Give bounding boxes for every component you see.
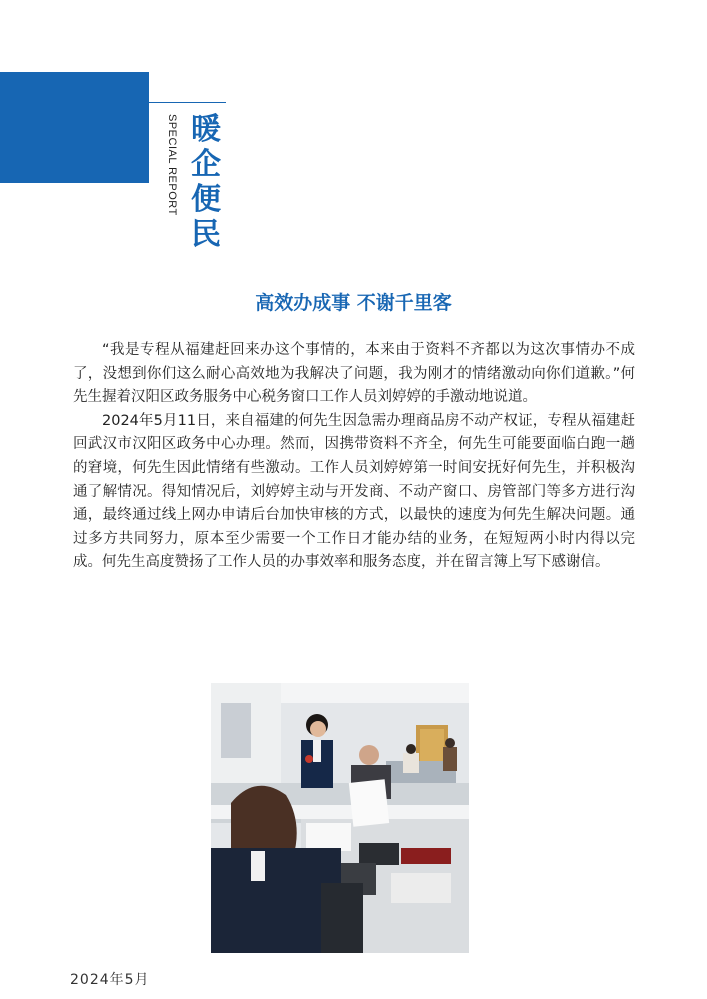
column-title-char: 企: [191, 147, 221, 182]
header-blue-block: [0, 72, 149, 183]
header-rule: [149, 102, 226, 103]
article-paragraph: 2024年5月11日，来自福建的何先生因急需办理商品房不动产权证，专程从福建赶回武汉市汉阳区政务中心办理。然而，因携带资料不齐全，何先生可能要面临白跑一趟的窘境，何先生因此情绪有些激动。工作人员刘婷婷第一时间安抚好何先生，并积极沟通了解情况。得知情况后，刘婷婷主动与开发商、不动产窗口、房管部门等多方进行沟通，最终通过线上网办申请后台加快审核的方式，以最快的速度为何先生解决问题。通过多方共同努力，原本至少需要一个工作日才能办结的业务，在短短两小时内得以完成。何先生高度赞扬了工作人员的办事效率和服务态度，并在留言簿上写下感谢信。: [73, 412, 635, 571]
column-title-char: 便: [191, 182, 221, 217]
service-window-photo: [211, 683, 469, 953]
footer-date: 2024年5月: [70, 972, 150, 988]
column-title-char: 暖: [191, 112, 221, 147]
column-title: [188, 112, 224, 252]
article-body: [73, 339, 635, 575]
article-headline: 高效办成事 不谢千里客: [255, 292, 452, 314]
column-title-char: 民: [191, 217, 221, 252]
column-label-en: SPECIAL REPORT: [166, 114, 178, 216]
article-paragraph: “我是专程从福建赶回来办这个事情的，本来由于资料不齐都以为这次事情办不成了，没想到你们这么耐心高效地为我解决了问题，我为刚才的情绪激动向你们道歉。”何先生握着汉阳区政务服务中心税务窗口工作人员刘婷婷的手激动地说道。: [73, 342, 635, 406]
